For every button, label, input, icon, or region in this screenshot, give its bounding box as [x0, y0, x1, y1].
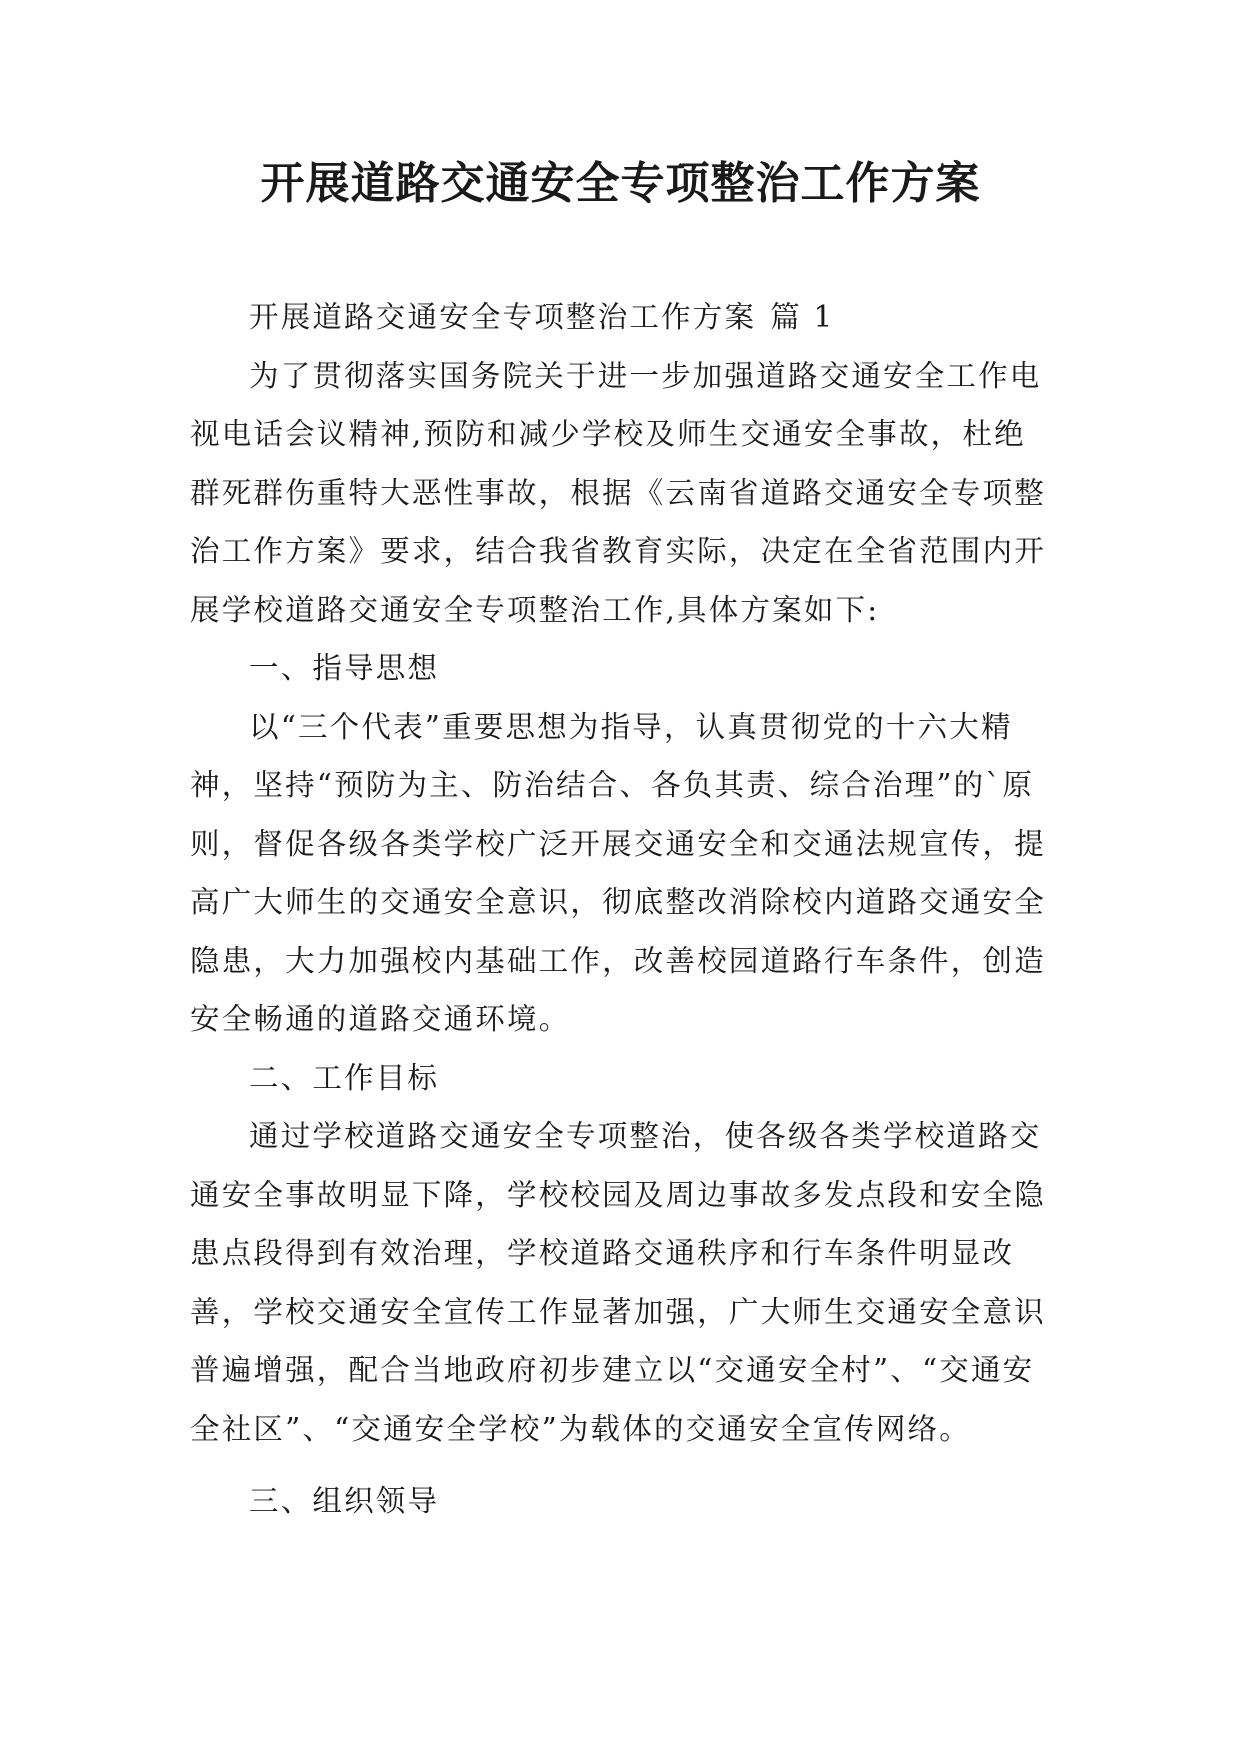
section-heading: 一、指导思想: [249, 651, 440, 685]
subtitle-part-label: 篇 1: [770, 300, 835, 334]
document-body: [190, 288, 1050, 1531]
subtitle-text: 开展道路交通安全专项整治工作方案: [249, 300, 757, 334]
intro-paragraph: 为了贯彻落实国务院关于进一步加强道路交通安全工作电视电话会议精神,预防和减少学校及师生交通安全事故，杜绝群死群伤重特大恶性事故，根据《云南省道路交通安全专项整治工作方案》要求，结合我省教育实际，决定在全省范围内开展学校道路交通安全专项整治工作,具体方案如下:: [190, 358, 1046, 627]
section-paragraph: 以“三个代表”重要思想为指导，认真贯彻党的十六大精神，坚持“预防为主、防治结合、各负其责、综合治理”的`原则，督促各级各类学校广泛开展交通安全和交通法规宣传，提高广大师生的交通安全意识，彻底整改消除校内道路交通安全隐患，大力加强校内基础工作，改善校园道路行车条件，创造安全畅通的道路交通环境。: [190, 709, 1046, 1036]
document-title: 开展道路交通安全专项整治工作方案: [260, 158, 981, 209]
section-heading: 二、工作目标: [249, 1060, 440, 1095]
document-subtitle: [190, 288, 1050, 347]
section-heading: 三、组织领导: [249, 1484, 440, 1518]
section-paragraph: 通过学校道路交通安全专项整治，使各级各类学校道路交通安全事故明显下降，学校校园及周边事故多发点段和安全隐患点段得到有效治理，学校道路交通秩序和行车条件明显改善，学校交通安全宣传工作显著加强，广大师生交通安全意识普遍增强，配合当地政府初步建立以“交通安全村”、“交通安全社区”、“交通安全学校”为载体的交通安全宣传网络。: [190, 1119, 1046, 1446]
